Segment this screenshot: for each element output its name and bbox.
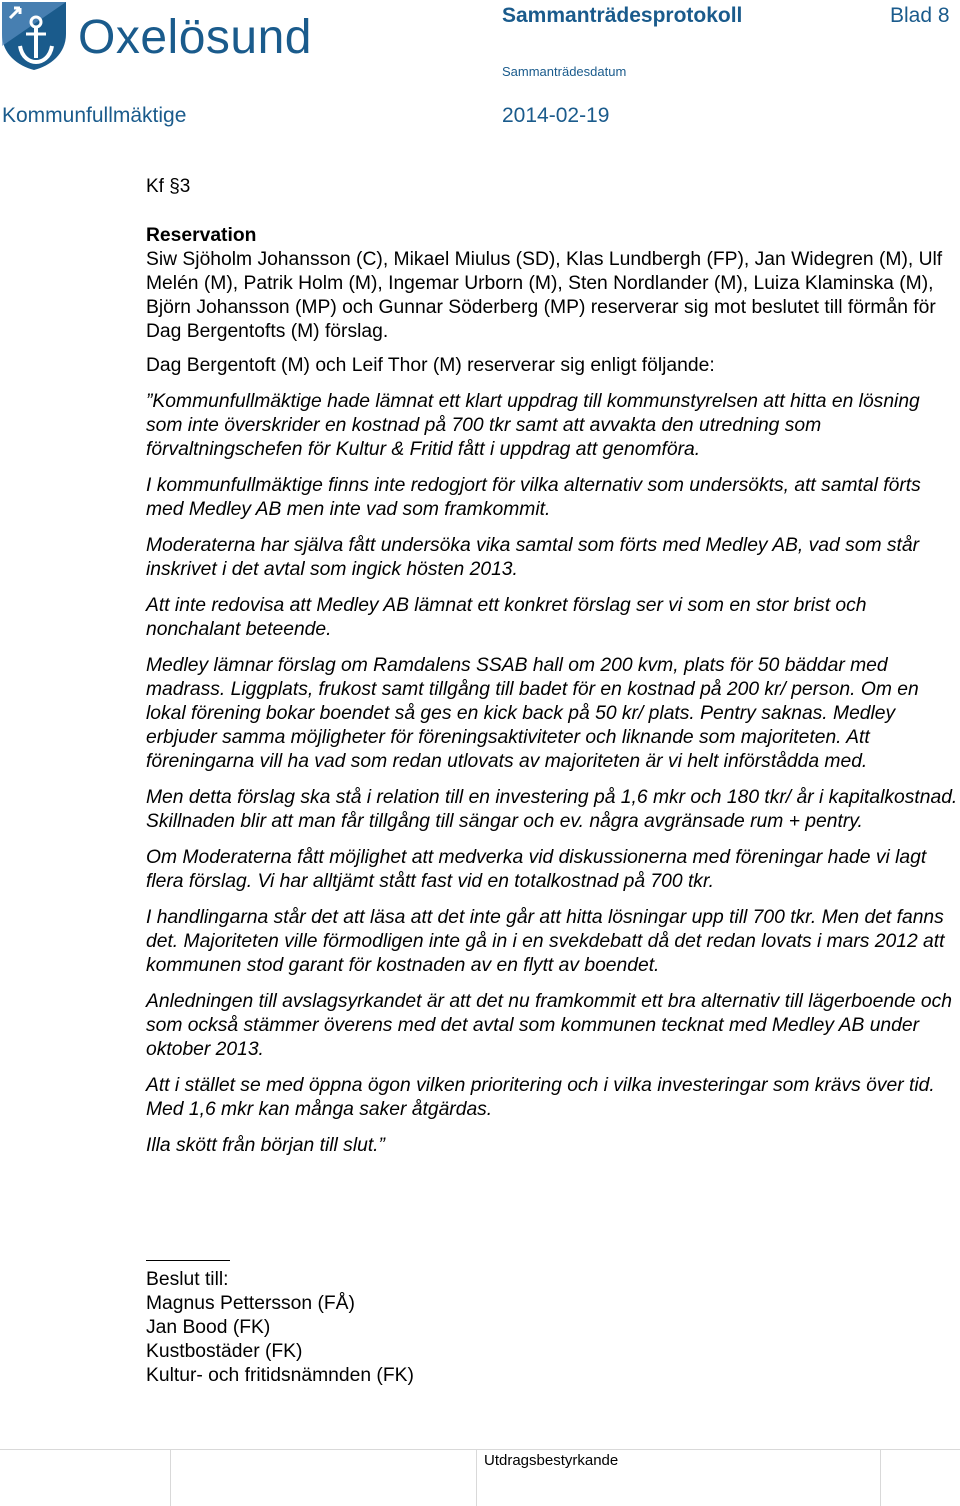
quote-paragraph: Illa skött från början till slut.” (146, 1135, 385, 1156)
quote-paragraph: Om Moderaterna fått möjlighet att medverka vid diskussionerna med föreningar hade vi lagt flera förslag. Vi har alltjämt stått fast vid en totalkostnad på 700 tkr. (146, 847, 927, 892)
coat-of-arms-icon (0, 0, 72, 72)
body-name: Kommunfullmäktige (2, 104, 187, 127)
quote-paragraph: Medley lämnar förslag om Ramdalens SSAB hall om 200 kvm, plats för 50 bäddar med madrass. Liggplats, frukost samt tillgång till badet för en kostnad på 200 kr/ person. Om en lokal förening bokar boendet så ges en kick back på 50 kr/ plats. Pentry saknas. Medley erbjuder samma möjligheter för föreningsaktiviteter och liknande som majoriteten. Att föreningarna vill ha vad som redan utlovats av majoriteten är vi helt införstådda med. (146, 655, 919, 772)
quote-paragraph: I kommunfullmäktige finns inte redogjort för vilka alternativ som undersökts, att samtal förts med Medley AB men inte vad som framkommit. (146, 475, 921, 520)
reservation-text: Siw Sjöholm Johansson (C), Mikael Miulus (SD), Klas Lundbergh (FP), Jan Widegren (M), Ulf Melén (M), Patrik Holm (M), Ingemar Urborn (M), Sten Nordlander (M), Luiza Klaminska (M), Björn Johansson (MP) och Gunnar Söderberg (MP) reserverar sig mot beslutet till förmån för Dag Bergentofts (M) förslag. (146, 249, 943, 342)
reservation-intro: Dag Bergentoft (M) och Leif Thor (M) reserverar sig enligt följande: (146, 355, 715, 376)
separator-rule (146, 1260, 230, 1261)
quote-paragraph: Att i stället se med öppna ögon vilken prioritering och i vilka investeringar som krävs över tid. Med 1,6 mkr kan många saker åtgärdas. (146, 1075, 935, 1120)
footer-cell-divider (476, 1449, 477, 1506)
distribution-list (146, 1260, 414, 1388)
footer-label: Utdragsbestyrkande (484, 1452, 619, 1469)
recipient-item: Kustbostäder (FK) (146, 1341, 303, 1362)
quote-paragraph: I handlingarna står det att läsa att det inte går att hitta lösningar upp till 700 tkr. Men det fanns det. Majoriteten ville förmodligen inte gå in i en svekdebatt då det redan lovats i mars 2012 att kommunen stod garant för kostnaden av en flytt av boendet. (146, 907, 945, 976)
recipient-item: Magnus Pettersson (FÅ) (146, 1293, 355, 1314)
protocol-title: Sammanträdesprotokoll (502, 4, 743, 27)
document-body (146, 224, 960, 1170)
recipient-item: Jan Bood (FK) (146, 1317, 271, 1338)
page-number: Blad 8 (890, 4, 950, 27)
footer-divider (0, 1449, 960, 1450)
reservation-heading: Reservation (146, 225, 257, 246)
quote-paragraph: Anledningen till avslagsyrkandet är att det nu framkommit ett bra alternativ till lägerboende och som också stämmer överens med det avtal som kommunen tecknat med Medley AB under oktober 2013. (146, 991, 952, 1060)
footer-cell-divider (170, 1449, 171, 1506)
meeting-date: 2014-02-19 (502, 104, 610, 127)
meeting-date-label: Sammanträdesdatum (502, 64, 627, 79)
quote-paragraph: Moderaterna har själva fått undersöka vika samtal som förts med Medley AB, vad som står inskrivet i det avtal som ingick hösten 2013. (146, 535, 920, 580)
quote-paragraph: Att inte redovisa att Medley AB lämnat ett konkret förslag ser vi som en stor brist och nonchalant beteende. (146, 595, 867, 640)
quote-paragraph: ”Kommunfullmäktige hade lämnat ett klart uppdrag till kommunstyrelsen att hitta en lösning som inte överskrider en kostnad på 700 tkr samt att avvakta den utredning som förvaltningschefen för Kultur & Fritid fått i uppdrag att genomföra. (146, 391, 920, 460)
recipient-item: Kultur- och fritidsnämnden (FK) (146, 1365, 414, 1386)
paragraph-reference: Kf §3 (146, 176, 191, 197)
logo-wordmark: Oxelösund (78, 11, 312, 64)
quote-paragraph: Men detta förslag ska stå i relation till en investering på 1,6 mkr och 180 tkr/ år i kapitalkostnad. Skillnaden blir att man får tillgång till sängar och ev. några avgränsade rum + pentry. (146, 787, 958, 832)
distribution-label: Beslut till: (146, 1269, 229, 1290)
footer-cell-divider (880, 1449, 881, 1506)
